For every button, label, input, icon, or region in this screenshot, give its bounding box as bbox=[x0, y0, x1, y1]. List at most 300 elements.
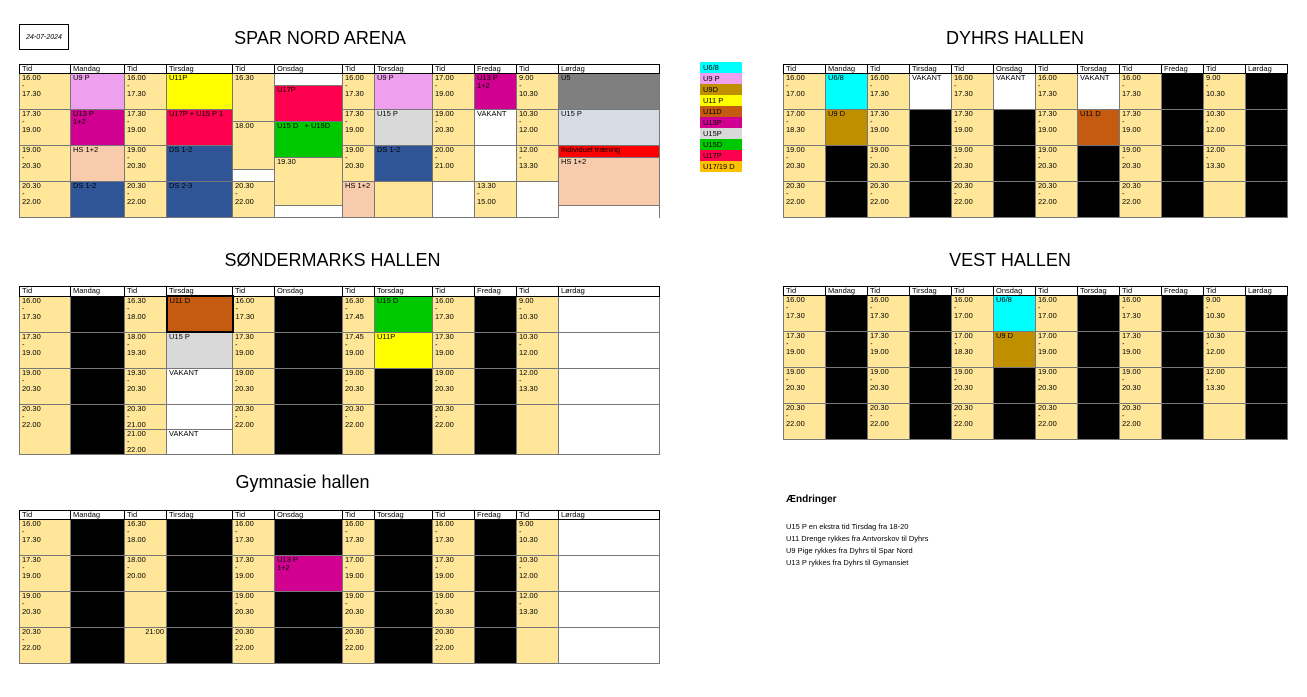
slot-cell bbox=[375, 404, 433, 454]
header-cell: Tid bbox=[125, 65, 167, 74]
header-cell: Lørdag bbox=[1246, 65, 1288, 74]
header-cell: Tid bbox=[1204, 287, 1246, 296]
slot-cell: U6/8 bbox=[994, 296, 1036, 332]
time-cell: 19.00 - 20.30 bbox=[20, 146, 71, 182]
header-cell: Tid bbox=[952, 287, 994, 296]
slot-cell bbox=[433, 182, 475, 218]
time-cell: 20.30 - 22.00 bbox=[343, 404, 375, 454]
time-cell bbox=[517, 404, 559, 454]
header-cell: Tid bbox=[952, 65, 994, 74]
header-cell: Lørdag bbox=[559, 65, 660, 74]
slot-cell: Individuel træning bbox=[559, 146, 660, 158]
time-cell: 20.30 - 22.00 bbox=[20, 628, 71, 664]
slot-cell bbox=[910, 404, 952, 440]
slot-cell bbox=[1078, 368, 1120, 404]
slot-cell bbox=[71, 556, 125, 592]
time-cell: 9.00 - 10.30 bbox=[1204, 74, 1246, 110]
time-cell: 19.00 - 20.30 bbox=[433, 110, 475, 146]
header-cell: Fredag bbox=[475, 287, 517, 297]
time-cell: 20.30 - 22.00 bbox=[1120, 404, 1162, 440]
time-cell: 12.00 - 13.30 bbox=[517, 368, 559, 404]
slot-cell bbox=[71, 296, 125, 332]
header-cell: Tid bbox=[517, 511, 559, 520]
time-cell: 20.30 - 22.00 bbox=[952, 404, 994, 440]
header-cell: Mandag bbox=[826, 65, 868, 74]
time-cell: 17.30 - 19.00 bbox=[784, 332, 826, 368]
slot-cell: HS 1+2 bbox=[343, 182, 375, 218]
slot-cell bbox=[275, 332, 343, 368]
spar-nord-title: SPAR NORD ARENA bbox=[234, 28, 406, 48]
slot-cell: U17P bbox=[275, 86, 343, 122]
slot-cell bbox=[559, 332, 660, 368]
header-cell: Tirsdag bbox=[167, 287, 233, 297]
slot-cell bbox=[1246, 110, 1288, 146]
slot-cell bbox=[559, 520, 660, 556]
time-cell: 12.00 - 13.30 bbox=[1204, 146, 1246, 182]
legend-item: U11 P bbox=[700, 95, 742, 106]
header-cell: Tid bbox=[868, 65, 910, 74]
time-cell: 20.30 - 22.00 bbox=[233, 404, 275, 454]
changes-section bbox=[786, 494, 928, 569]
time-cell: 12.00 - 13.30 bbox=[517, 592, 559, 628]
time-cell: 19.00 - 20.30 bbox=[343, 146, 375, 182]
slot-cell bbox=[1246, 332, 1288, 368]
time-cell: 17.30 - 19.00 bbox=[125, 110, 167, 146]
header-cell: Tid bbox=[1036, 287, 1078, 296]
slot-cell bbox=[275, 520, 343, 556]
slot-cell: HS 1+2 bbox=[71, 146, 125, 182]
time-cell: 20.30 - 22.00 bbox=[233, 628, 275, 664]
header-cell: Mandag bbox=[71, 287, 125, 297]
slot-cell bbox=[994, 404, 1036, 440]
time-cell: 17.00 - 18.30 bbox=[952, 332, 994, 368]
time-cell: 17.30 - 19.00 bbox=[233, 332, 275, 368]
slot-cell bbox=[275, 74, 343, 86]
time-cell: 20.00 - 21.00 bbox=[433, 146, 475, 182]
slot-cell bbox=[1162, 404, 1204, 440]
slot-cell bbox=[71, 332, 125, 368]
time-cell: 12.00 - 13.30 bbox=[517, 146, 559, 182]
time-cell: 20.30 - 22.00 bbox=[952, 182, 994, 218]
header-cell: Tid bbox=[1120, 65, 1162, 74]
slot-cell: U6/8 bbox=[826, 74, 868, 110]
change-line: U11 Drenge rykkes fra Antvorskov til Dyhrs bbox=[786, 534, 929, 543]
header-cell: Tid bbox=[517, 65, 559, 74]
legend-item: U15D bbox=[700, 139, 742, 150]
time-cell: 13.30 - 15.00 bbox=[475, 182, 517, 218]
slot-cell bbox=[910, 296, 952, 332]
slot-cell bbox=[826, 296, 868, 332]
change-line: U13 P rykkes fra Dyhrs til Gymansiet bbox=[786, 558, 909, 567]
slot-cell: U9 P bbox=[71, 74, 125, 110]
time-cell: 20.30 - 22.00 bbox=[343, 628, 375, 664]
time-cell: 9.00 - 10.30 bbox=[517, 296, 559, 332]
time-cell: 19.00 - 20.30 bbox=[1120, 146, 1162, 182]
header-cell: Lørdag bbox=[1246, 287, 1288, 296]
time-cell bbox=[125, 592, 167, 628]
time-cell: 17.00 - 18.30 bbox=[784, 110, 826, 146]
slot-cell: HS 1+2 bbox=[559, 158, 660, 206]
time-cell: 17.00 - 19.00 bbox=[343, 556, 375, 592]
change-line: U15 P en ekstra tid Tirsdag fra 18-20 bbox=[786, 522, 909, 531]
slot-cell: DS 1-2 bbox=[71, 182, 125, 218]
time-cell: 19.00 - 20.30 bbox=[433, 368, 475, 404]
time-cell: 16.00 - 17.00 bbox=[784, 74, 826, 110]
time-cell: 20.30 - 22.00 bbox=[433, 404, 475, 454]
slot-cell bbox=[910, 332, 952, 368]
slot-cell: U15 P bbox=[375, 110, 433, 146]
slot-cell bbox=[1162, 368, 1204, 404]
header-cell: Tid bbox=[1204, 65, 1246, 74]
time-cell: 16.00 - 17.30 bbox=[20, 296, 71, 332]
time-cell: 17.30 - 19.00 bbox=[233, 556, 275, 592]
header-cell: Tid bbox=[233, 287, 275, 297]
slot-cell bbox=[1162, 296, 1204, 332]
time-cell: 20.30 - 22.00 bbox=[1036, 404, 1078, 440]
time-cell: 19.00 - 20.30 bbox=[784, 368, 826, 404]
time-cell: 19.00 - 20.30 bbox=[343, 592, 375, 628]
slot-cell bbox=[559, 404, 660, 454]
header-cell: Tid bbox=[433, 65, 475, 74]
time-cell: 20.30 - 22.00 bbox=[868, 404, 910, 440]
legend-item: U17/19 D bbox=[700, 161, 742, 172]
slot-cell bbox=[275, 592, 343, 628]
slot-cell: U11 D bbox=[167, 296, 233, 332]
time-cell: 16.00 - 17.30 bbox=[233, 520, 275, 556]
time-cell: 16.00 - 17.30 bbox=[868, 296, 910, 332]
header-cell: Onsdag bbox=[275, 511, 343, 520]
slot-cell bbox=[1246, 182, 1288, 218]
header-cell: Onsdag bbox=[994, 65, 1036, 74]
header-cell: Tid bbox=[233, 65, 275, 74]
dyhrs-title: DYHRS HALLEN bbox=[945, 28, 1085, 48]
time-cell: 16.00 - 17.30 bbox=[952, 74, 994, 110]
time-cell: 20.30 - 21.00 bbox=[125, 404, 167, 429]
time-cell: 19.00 - 20.30 bbox=[1036, 368, 1078, 404]
slot-cell bbox=[1078, 296, 1120, 332]
slot-cell bbox=[1162, 110, 1204, 146]
header-cell: Torsdag bbox=[1078, 287, 1120, 296]
slot-cell bbox=[1246, 404, 1288, 440]
time-cell: 17.30 - 19.00 bbox=[1120, 332, 1162, 368]
time-cell: 19.00 - 20.30 bbox=[784, 146, 826, 182]
slot-cell bbox=[275, 296, 343, 332]
time-cell: 19.00 - 20.30 bbox=[343, 368, 375, 404]
slot-cell bbox=[475, 296, 517, 332]
slot-cell bbox=[559, 628, 660, 664]
date-box: 24-07-2024 bbox=[19, 24, 69, 50]
slot-cell bbox=[375, 628, 433, 664]
legend bbox=[700, 62, 742, 172]
time-cell: 9.00 - 10.30 bbox=[517, 74, 559, 110]
time-cell: 16.00 - 17.00 bbox=[952, 296, 994, 332]
slot-cell bbox=[1246, 74, 1288, 110]
header-cell: Tid bbox=[20, 287, 71, 297]
time-cell: 18.00 - 19.30 bbox=[125, 332, 167, 368]
slot-cell: DS 1-2 bbox=[375, 146, 433, 182]
header-cell: Tid bbox=[343, 65, 375, 74]
header-cell: Fredag bbox=[1162, 287, 1204, 296]
time-cell: 17.30 - 19.00 bbox=[20, 110, 71, 146]
slot-cell: U9 D bbox=[826, 110, 868, 146]
time-cell: 16.30 - 18.00 bbox=[125, 520, 167, 556]
slot-cell bbox=[910, 146, 952, 182]
time-cell: 19.00 - 20.30 bbox=[125, 146, 167, 182]
slot-cell bbox=[1162, 182, 1204, 218]
header-cell: Lørdag bbox=[559, 511, 660, 520]
time-cell: 21.00 - 22.00 bbox=[125, 429, 167, 454]
time-cell: 19.00 - 20.30 bbox=[868, 146, 910, 182]
vest-title: VEST HALLEN bbox=[949, 250, 1071, 270]
slot-cell bbox=[475, 520, 517, 556]
slot-cell bbox=[559, 368, 660, 404]
slot-cell bbox=[559, 556, 660, 592]
time-cell: 19.30 - 20.30 bbox=[125, 368, 167, 404]
time-cell: 16.00 - 17.30 bbox=[784, 296, 826, 332]
header-cell: Tirsdag bbox=[910, 65, 952, 74]
slot-cell: U11P bbox=[375, 332, 433, 368]
time-cell: 17.30 - 19.00 bbox=[20, 332, 71, 368]
time-cell: 9.00 - 10.30 bbox=[517, 520, 559, 556]
slot-cell bbox=[1162, 146, 1204, 182]
time-cell: 17.30 - 19.00 bbox=[952, 110, 994, 146]
slot-cell: U9 D bbox=[994, 332, 1036, 368]
time-cell: 16.00 - 17.30 bbox=[433, 296, 475, 332]
time-cell: 10.30 - 12.00 bbox=[517, 110, 559, 146]
time-cell: 20.30 - 22.00 bbox=[125, 182, 167, 218]
slot-cell bbox=[275, 206, 343, 218]
vest-table bbox=[783, 286, 1288, 440]
slot-cell bbox=[1078, 332, 1120, 368]
slot-cell: U15 P bbox=[167, 332, 233, 368]
time-cell: 10.30 - 12.00 bbox=[517, 332, 559, 368]
slot-cell bbox=[1162, 74, 1204, 110]
time-cell: 19.00 - 20.30 bbox=[233, 592, 275, 628]
time-cell: 16.00 - 17.00 bbox=[1036, 296, 1078, 332]
slot-cell: U13 P 1+2 bbox=[275, 556, 343, 592]
time-cell: 16.00 - 17.30 bbox=[433, 520, 475, 556]
slot-cell bbox=[1246, 146, 1288, 182]
spar-nord-table bbox=[19, 64, 660, 218]
time-cell: 12.00 - 13.30 bbox=[1204, 368, 1246, 404]
slot-cell bbox=[1246, 296, 1288, 332]
slot-cell: DS 1-2 bbox=[167, 146, 233, 182]
slot-cell bbox=[559, 296, 660, 332]
time-cell: 17.30 - 19.00 bbox=[433, 332, 475, 368]
slot-cell bbox=[1246, 368, 1288, 404]
header-cell: Torsdag bbox=[1078, 65, 1120, 74]
slot-cell bbox=[167, 592, 233, 628]
header-cell: Onsdag bbox=[275, 287, 343, 297]
legend-item: U13P bbox=[700, 117, 742, 128]
time-cell: 17.30 - 19.00 bbox=[343, 110, 375, 146]
header-cell: Tid bbox=[868, 287, 910, 296]
slot-cell: U13 P 1+2 bbox=[71, 110, 125, 146]
slot-cell bbox=[375, 592, 433, 628]
time-cell: 20.30 - 22.00 bbox=[868, 182, 910, 218]
slot-cell bbox=[475, 146, 517, 182]
slot-cell bbox=[167, 556, 233, 592]
slot-cell bbox=[1162, 332, 1204, 368]
table-header-row bbox=[20, 65, 660, 74]
slot-cell: U15 D + U19D bbox=[275, 122, 343, 158]
time-cell: 17.30 - 19.00 bbox=[868, 332, 910, 368]
time-cell: 16.00 - 17.30 bbox=[1036, 74, 1078, 110]
time-cell: 19.00 - 20.30 bbox=[20, 368, 71, 404]
header-cell: Tirsdag bbox=[167, 65, 233, 74]
time-cell: 19.00 - 20.30 bbox=[952, 146, 994, 182]
slot-cell bbox=[475, 368, 517, 404]
time-cell: 17.30 - 19.00 bbox=[1120, 110, 1162, 146]
time-cell: 16.00 - 17.30 bbox=[125, 74, 167, 110]
time-cell: 16.00 - 17.30 bbox=[20, 74, 71, 110]
legend-item: U17P bbox=[700, 150, 742, 161]
time-cell: 19.00 - 20.30 bbox=[433, 592, 475, 628]
slot-cell bbox=[826, 368, 868, 404]
time-cell: 16.00 - 17.30 bbox=[1120, 74, 1162, 110]
time-cell: 16.00 - 17.30 bbox=[868, 74, 910, 110]
slot-cell bbox=[994, 182, 1036, 218]
header-cell: Tid bbox=[517, 287, 559, 297]
time-cell: 20.30 - 22.00 bbox=[20, 182, 71, 218]
change-line: U9 Pige rykkes fra Dyhrs til Spar Nord bbox=[786, 546, 913, 555]
time-cell: 16.30 - 17.45 bbox=[343, 296, 375, 332]
slot-cell bbox=[910, 110, 952, 146]
header-cell: Torsdag bbox=[375, 511, 433, 520]
slot-cell bbox=[994, 146, 1036, 182]
slot-cell bbox=[1078, 146, 1120, 182]
slot-cell bbox=[559, 592, 660, 628]
slot-cell bbox=[375, 368, 433, 404]
time-cell: 16.00 - 17.30 bbox=[343, 520, 375, 556]
slot-cell bbox=[275, 628, 343, 664]
header-cell: Tid bbox=[1036, 65, 1078, 74]
slot-cell bbox=[994, 110, 1036, 146]
slot-cell: U15 D bbox=[375, 296, 433, 332]
slot-cell bbox=[71, 628, 125, 664]
slot-cell bbox=[71, 520, 125, 556]
header-cell: Mandag bbox=[826, 287, 868, 296]
slot-cell bbox=[375, 520, 433, 556]
time-cell: 10.30 - 12.00 bbox=[517, 556, 559, 592]
slot-cell: VAKANT bbox=[475, 110, 517, 146]
slot-cell bbox=[275, 404, 343, 454]
gymnasie-title: Gymnasie hallen bbox=[235, 472, 370, 492]
slot-cell: VAKANT bbox=[1078, 74, 1120, 110]
legend-item: U15P bbox=[700, 128, 742, 139]
time-cell: 17.30 - 19.00 bbox=[1036, 110, 1078, 146]
slot-cell bbox=[167, 520, 233, 556]
slot-cell bbox=[475, 404, 517, 454]
slot-cell bbox=[71, 592, 125, 628]
time-cell: 16.00 - 17.30 bbox=[343, 74, 375, 110]
legend-item: U9D bbox=[700, 84, 742, 95]
slot-cell bbox=[475, 628, 517, 664]
time-cell: 18.00 - 20.00 bbox=[125, 556, 167, 592]
legend-item: U6/8 bbox=[700, 62, 742, 73]
header-cell: Tid bbox=[784, 287, 826, 296]
legend-item: U9 P bbox=[700, 73, 742, 84]
slot-cell: U17P + U15 P 1 bbox=[167, 110, 233, 146]
time-cell bbox=[1204, 182, 1246, 218]
time-cell: 21:00 bbox=[125, 628, 167, 664]
dyhrs-table bbox=[783, 64, 1288, 218]
header-cell: Tid bbox=[20, 65, 71, 74]
header-cell: Tid bbox=[20, 511, 71, 520]
header-cell: Mandag bbox=[71, 65, 125, 74]
slot-cell: VAKANT bbox=[167, 368, 233, 404]
time-cell bbox=[375, 182, 433, 218]
time-cell: 17.30 - 19.00 bbox=[20, 556, 71, 592]
header-cell: Tid bbox=[233, 511, 275, 520]
slot-cell bbox=[1078, 182, 1120, 218]
time-cell: 20.30 - 22.00 bbox=[784, 182, 826, 218]
slot-cell: U9 P bbox=[375, 74, 433, 110]
slot-cell: VAKANT bbox=[167, 429, 233, 454]
time-cell: 16.30 - 18.00 bbox=[125, 296, 167, 332]
slot-cell: U13 P 1+2 bbox=[475, 74, 517, 110]
header-cell: Lørdag bbox=[559, 287, 660, 297]
time-cell: 16.00 - 17.30 bbox=[233, 296, 275, 332]
header-cell: Tid bbox=[343, 287, 375, 297]
header-cell: Tid bbox=[1120, 287, 1162, 296]
slot-cell: VAKANT bbox=[910, 74, 952, 110]
header-cell: Fredag bbox=[475, 511, 517, 520]
slot-cell bbox=[475, 556, 517, 592]
time-cell: 20.30 - 22.00 bbox=[1036, 182, 1078, 218]
time-cell: 19.00 - 20.30 bbox=[1036, 146, 1078, 182]
time-cell: 20.30 - 22.00 bbox=[20, 404, 71, 454]
time-cell: 20.30 - 22.00 bbox=[233, 182, 275, 218]
time-cell bbox=[1204, 404, 1246, 440]
time-cell: 10.30 - 12.00 bbox=[1204, 110, 1246, 146]
legend-item: U11D bbox=[700, 106, 742, 117]
slot-cell: U5 bbox=[559, 74, 660, 110]
gymnasie-table bbox=[19, 510, 660, 664]
time-cell: 19.00 - 20.30 bbox=[1120, 368, 1162, 404]
slot-cell bbox=[167, 404, 233, 429]
slot-cell bbox=[826, 332, 868, 368]
header-cell: Onsdag bbox=[275, 65, 343, 74]
header-cell: Tirsdag bbox=[910, 287, 952, 296]
slot-cell bbox=[375, 556, 433, 592]
slot-cell bbox=[826, 146, 868, 182]
slot-cell bbox=[71, 404, 125, 454]
time-cell: 20.30 - 22.00 bbox=[1120, 182, 1162, 218]
slot-cell bbox=[994, 368, 1036, 404]
header-cell: Torsdag bbox=[375, 65, 433, 74]
header-cell: Fredag bbox=[1162, 65, 1204, 74]
slot-cell: U15 P bbox=[559, 110, 660, 146]
time-cell: 20.30 - 22.00 bbox=[433, 628, 475, 664]
time-cell: 20.30 - 22.00 bbox=[784, 404, 826, 440]
header-cell: Tid bbox=[784, 65, 826, 74]
time-cell: 16.30 bbox=[233, 74, 275, 122]
header-cell: Torsdag bbox=[375, 287, 433, 297]
time-cell: 19.00 - 20.30 bbox=[952, 368, 994, 404]
slot-cell: U11P bbox=[167, 74, 233, 110]
time-cell: 17.30 - 19.00 bbox=[868, 110, 910, 146]
time-cell: 19.00 - 20.30 bbox=[233, 368, 275, 404]
time-cell: 10.30 - 12.00 bbox=[1204, 332, 1246, 368]
time-cell: 17.00 - 19.00 bbox=[433, 74, 475, 110]
slot-cell: VAKANT bbox=[994, 74, 1036, 110]
slot-cell bbox=[826, 404, 868, 440]
header-cell: Fredag bbox=[475, 65, 517, 74]
header-cell: Onsdag bbox=[994, 287, 1036, 296]
header-cell: Tid bbox=[433, 287, 475, 297]
time-cell: 18.00 bbox=[233, 122, 275, 170]
